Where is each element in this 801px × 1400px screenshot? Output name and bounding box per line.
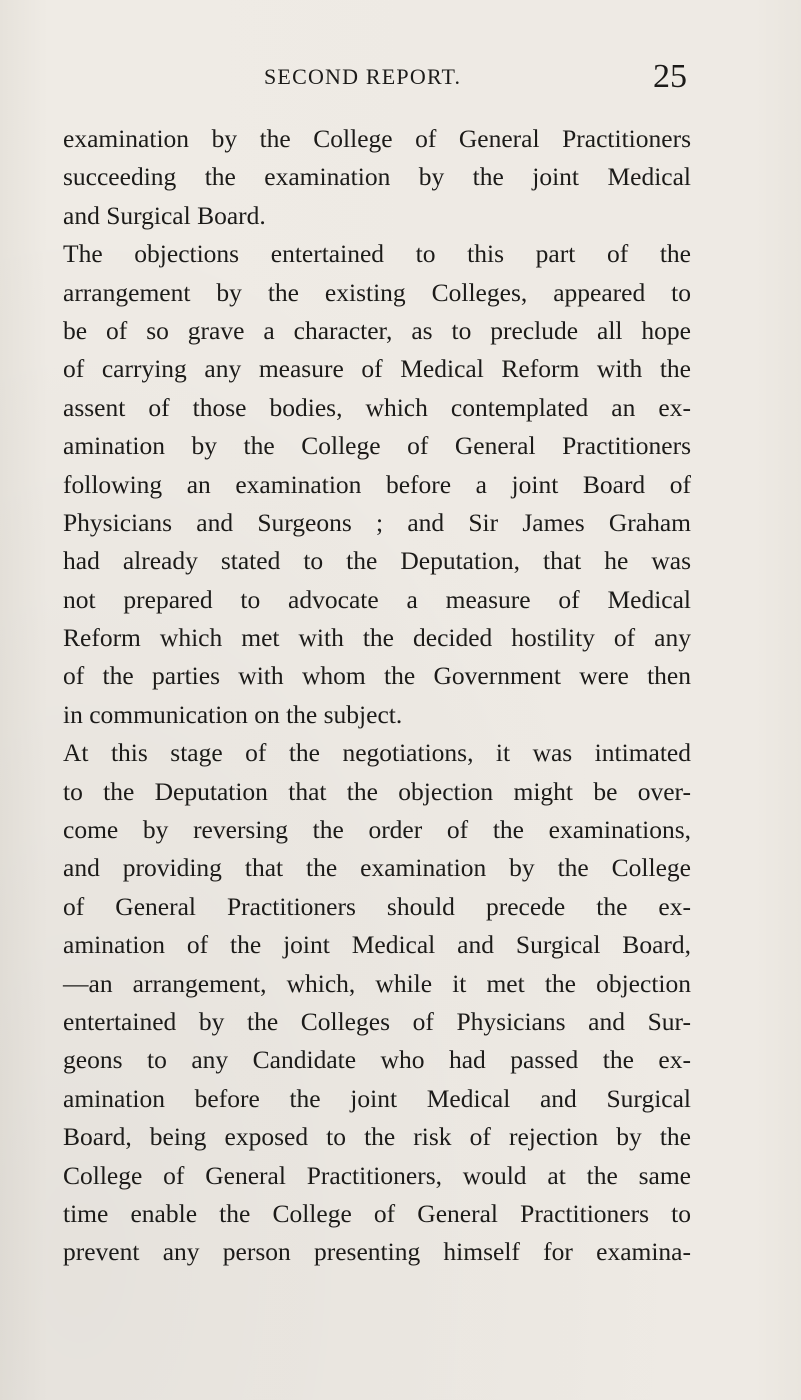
text-line: and Surgical Board. — [63, 200, 266, 230]
text-line: succeeding the examination by the joint Medical — [63, 162, 691, 192]
text-line: Physicians and Surgeons ; and Sir James Graham — [63, 507, 691, 537]
body-text — [63, 120, 691, 1272]
text-line: arrangement by the existing Colleges, appeared to — [63, 277, 691, 307]
text-line: —an arrangement, which, while it met the objection — [63, 968, 691, 998]
text-line: in communication on the subject. — [63, 699, 403, 729]
text-line: not prepared to advocate a measure of Medical — [63, 584, 691, 614]
text-line: Reform which met with the decided hostility of any — [63, 623, 691, 653]
text-line: had already stated to the Deputation, that he was — [63, 546, 691, 576]
text-line: of the parties with whom the Government were then — [63, 661, 691, 691]
text-line: to the Deputation that the objection might be over- — [63, 776, 691, 806]
text-line: College of General Practitioners, would at the same — [63, 1160, 691, 1190]
running-head: SECOND REPORT. — [264, 64, 462, 89]
text-line: of carrying any measure of Medical Reform with the — [63, 354, 691, 384]
text-line: amination before the joint Medical and Surgical — [63, 1083, 691, 1113]
text-line: following an examination before a joint Board of — [63, 469, 691, 499]
text-line: prevent any person presenting himself for examina- — [63, 1237, 691, 1267]
text-line: time enable the College of General Practitioners to — [63, 1198, 691, 1228]
page-number: 25 — [653, 58, 687, 95]
text-line: be of so grave a character, as to preclude all hope — [63, 315, 691, 345]
text-line: assent of those bodies, which contemplated an ex- — [63, 392, 691, 422]
text-line: examination by the College of General Practitioners — [63, 124, 691, 153]
text-line: amination by the College of General Practitioners — [63, 431, 691, 461]
text-line: The objections entertained to this part of the — [63, 239, 691, 269]
text-line: come by reversing the order of the examinations, — [63, 815, 691, 845]
text-line: Board, being exposed to the risk of rejection by the — [63, 1122, 691, 1152]
text-line: amination of the joint Medical and Surgical Board, — [63, 930, 691, 960]
text-line: of General Practitioners should precede the ex- — [63, 891, 691, 921]
text-line: entertained by the Colleges of Physicians and Sur- — [63, 1006, 691, 1036]
text-line: and providing that the examination by the College — [63, 853, 691, 883]
page-header — [0, 58, 801, 98]
text-line: geons to any Candidate who had passed the ex- — [63, 1045, 691, 1075]
text-line: At this stage of the negotiations, it was intimated — [63, 738, 691, 768]
